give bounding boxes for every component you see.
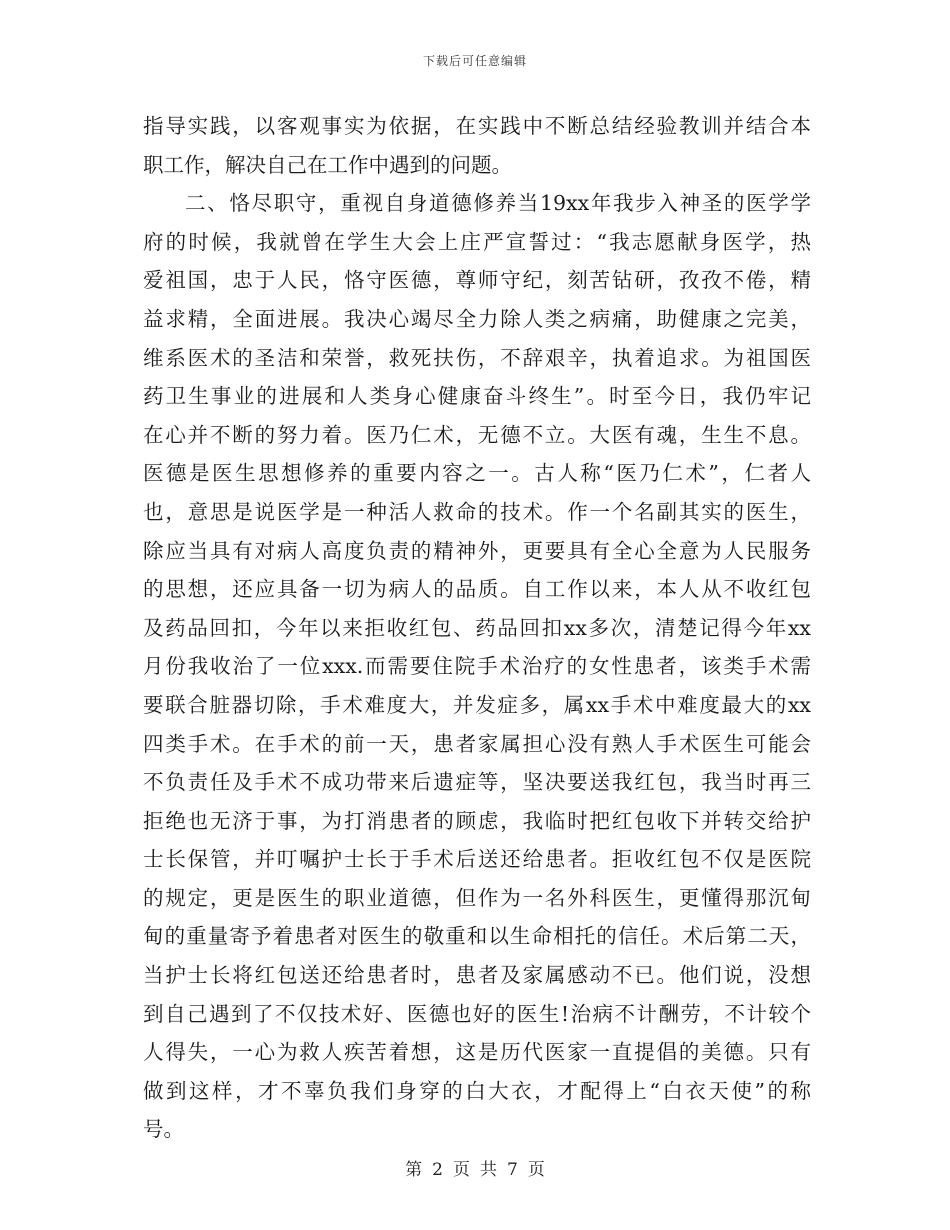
- text-line: 四类手术。在手术的前一天，患者家属担心没有熟人手术医生可能会: [143, 731, 811, 756]
- footer-page-unit: 页: [453, 1160, 470, 1180]
- text-line: 益求精，全面进展。我决心竭尽全力除人类之病痛，助健康之完美，: [143, 306, 811, 331]
- document-body: [143, 107, 811, 1149]
- text-line: 除应当具有对病人高度负责的精神外，更要具有全心全意为人民服务: [143, 538, 811, 563]
- text-line: 维系医术的圣洁和荣誉，救死扶伤，不辞艰辛，执着追求。为祖国医: [143, 345, 811, 370]
- text-line: 拒绝也无济于事，为打消患者的顾虑，我临时把红包收下并转交给护: [143, 808, 811, 833]
- text-line: 做到这样，才不辜负我们身穿的白大衣，才配得上“白衣天使”的称: [143, 1078, 811, 1103]
- footer-total-unit: 页: [527, 1160, 545, 1180]
- text-line: 二、恪尽职守，重视自身道德修养当19xx年我步入神圣的医学学: [185, 191, 811, 216]
- text-line: 甸的重量寄予着患者对医生的敬重和以生命相托的信任。术后第二天，: [143, 924, 811, 949]
- text-line: 爱祖国，忠于人民，恪守医德，尊师守纪，刻苦钻研，孜孜不倦，精: [143, 268, 811, 293]
- footer-total-prefix: 共: [480, 1160, 497, 1180]
- footer-prefix: 第: [405, 1160, 423, 1180]
- text-line: 号。: [143, 1117, 184, 1142]
- text-line: 当护士长将红包送还给患者时，患者及家属感动不已。他们说，没想: [143, 963, 811, 988]
- text-line: 不负责任及手术不成功带来后遗症等，坚决要送我红包，我当时再三: [143, 770, 811, 795]
- text-line: 月份我收治了一位xxx.而需要住院手术治疗的女性患者，该类手术需: [143, 654, 811, 679]
- text-line: 职工作，解决自己在工作中遇到的问题。: [143, 152, 512, 177]
- text-line: 府的时候，我就曾在学生大会上庄严宣誓过：“我志愿献身医学，热: [143, 229, 811, 254]
- text-line: 到自己遇到了不仅技术好、医德也好的医生!治病不计酬劳，不计较个: [143, 1001, 811, 1026]
- text-line: 医德是医生思想修养的重要内容之一。古人称“医乃仁术”，仁者人: [143, 461, 811, 486]
- text-line: 要联合脏器切除，手术难度大，并发症多，属xx手术中难度最大的xx: [143, 692, 811, 717]
- text-line: 的思想，还应具备一切为病人的品质。自工作以来，本人从不收红包: [143, 577, 811, 602]
- text-line: 药卫生事业的进展和人类身心健康奋斗终生”。时至今日，我仍牢记: [143, 384, 811, 409]
- text-line: 指导实践，以客观事实为依据，在实践中不断总结经验教训并结合本: [143, 114, 811, 138]
- page-header: 下载后可任意编辑: [422, 54, 527, 68]
- page-footer: [0, 1155, 950, 1180]
- text-line: 在心并不断的努力着。医乃仁术，无德不立。大医有魂，生生不息。: [143, 422, 811, 447]
- text-line: 及药品回扣，今年以来拒收红包、药品回扣xx多次，清楚记得今年xx: [143, 615, 811, 640]
- page-number: 2: [432, 1160, 443, 1180]
- text-line: 人得失，一心为救人疾苦着想，这是历代医家一直提倡的美德。只有: [143, 1040, 811, 1065]
- text-line: 士长保管，并叮嘱护士长于手术后送还给患者。拒收红包不仅是医院: [143, 847, 811, 872]
- text-line: 也，意思是说医学是一种活人救命的技术。作一个名副其实的医生，: [143, 499, 811, 524]
- text-line: 的规定，更是医生的职业道德，但作为一名外科医生，更懂得那沉甸: [143, 885, 811, 910]
- total-pages: 7: [507, 1160, 518, 1180]
